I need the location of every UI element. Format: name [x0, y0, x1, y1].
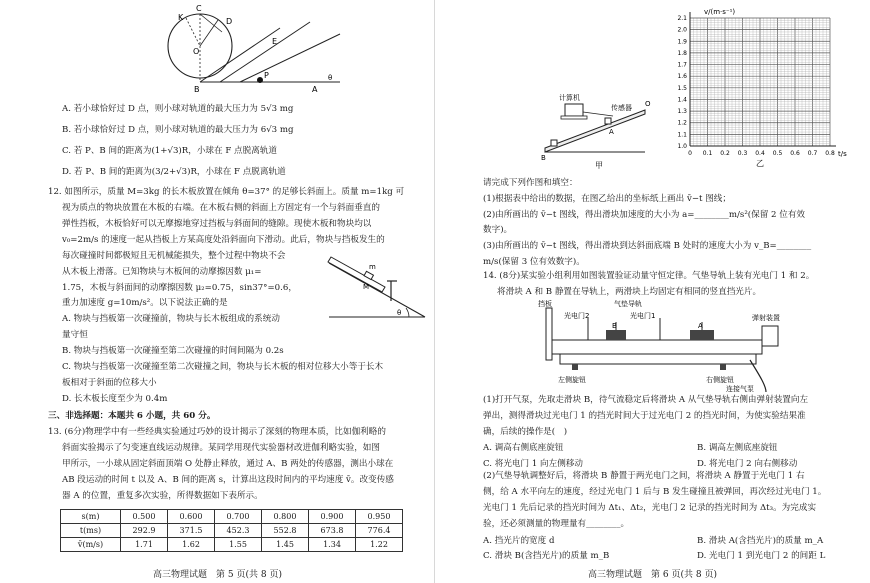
- page-footer-left: 高三物理试题 第 5 页(共 8 页): [153, 570, 282, 580]
- y-tick-label: 1.8: [677, 49, 687, 57]
- table-cell: 1.22: [356, 538, 403, 552]
- launcher: [762, 326, 778, 346]
- label-B-14: B: [612, 322, 617, 330]
- label-E: E: [272, 37, 278, 46]
- q12-line-12: 板相对于斜面的位移大小: [62, 378, 157, 388]
- table-cell: 0.700: [215, 510, 262, 524]
- left-baffle: [546, 308, 552, 360]
- computer-icon: [565, 104, 583, 116]
- q14-line-0: 14. (8分)某实验小组利用如图装置验证动量守恒定律。气垫导轨上装有光电门 1 和 2。: [483, 271, 815, 281]
- y-tick-label: 1.3: [677, 108, 687, 116]
- q13-line-2: 甲所示，一小球从固定斜面顶端 O 处静止释放，通过 A、B 两处的传感器，测出小球在: [62, 459, 394, 469]
- slider-a: [690, 330, 714, 340]
- y-tick-label: 1.5: [677, 84, 687, 92]
- sensor-a: [605, 118, 611, 124]
- label-K: K: [178, 13, 184, 22]
- y-tick-label: 2.0: [677, 26, 687, 34]
- air-track: [552, 340, 762, 354]
- q12-line-13: D. 长木板长度至少为 0.4m: [62, 394, 168, 404]
- label-left-knob: 左侧旋钮: [558, 376, 586, 384]
- y-tick-label: 1.0: [677, 143, 687, 150]
- q14-p2-option-a: A. 挡光片的宽度 d: [483, 536, 555, 546]
- label-pump: 连接气泵: [726, 385, 754, 392]
- q12-line-1: 视为质点的物块放置在木板的右端。在木板右侧的斜面上方固定有一个与斜面垂直的: [62, 203, 380, 213]
- q14-p1-line-0: (1)打开气泵，先取走滑块 B，待气流稳定后将滑块 A 从气垫导轨右侧由弹射装置向左: [483, 395, 809, 405]
- q13-cont-line-2: (2)由所画出的 v̄−t 图线，得出滑块加速度的大小为 a=________m/s²(保留 2 位有效: [483, 210, 806, 220]
- q12-line-3: v₀=2m/s 的速度一起从挡板上方某高度处沿斜面向下滑动。此后，物块与挡板发生的: [62, 235, 385, 245]
- q13-cont-line-5: m/s(保留 3 位有效数字)。: [483, 257, 585, 267]
- table-header: s(m): [61, 510, 121, 524]
- caption-jia: 甲: [595, 161, 603, 170]
- label-gate1: 光电门1: [630, 312, 656, 320]
- chart-x-axis-label: t/s: [838, 150, 847, 158]
- table-cell: 0.500: [121, 510, 168, 524]
- table-cell: 292.9: [121, 524, 168, 538]
- sensor-b: [551, 140, 557, 146]
- label-P: P: [264, 71, 269, 80]
- q12-line-10: B. 物块与挡板第一次碰撞至第二次碰撞的时间间隔为 0.2s: [62, 346, 284, 356]
- right-knob-icon: [720, 364, 726, 370]
- label-computer: 计算机: [559, 94, 580, 102]
- q13-line-1: 斜面实验揭示了匀变速直线运动规律。某同学用现代实验器材改进伽利略实验，如图: [62, 443, 380, 453]
- table-cell: 776.4: [356, 524, 403, 538]
- q11-option-c: C. 若 P、B 间的距离为(1+√3)R，小球在 F 点脱离轨道: [62, 146, 278, 156]
- y-tick-label: 1.9: [677, 38, 687, 46]
- chart-caption: 乙: [756, 159, 764, 168]
- page-6: [435, 0, 870, 583]
- ball-p: [257, 77, 263, 83]
- label-theta-12: θ: [397, 309, 402, 317]
- q11-option-a: A. 若小球恰好过 D 点，则小球对轨道的最大压力为 5√3 mg: [62, 104, 294, 114]
- y-tick-label: 1.4: [677, 96, 687, 104]
- label-B-jia: B: [541, 154, 546, 162]
- q11-option-b: B. 若小球恰好过 D 点，则小球对轨道的最大压力为 6√3 mg: [62, 125, 294, 135]
- q12-line-4: 每次碰撞时间都极短且无机械能损失，整个过程中物块不会: [62, 251, 286, 261]
- y-tick-label: 2.1: [677, 15, 687, 22]
- q12-line-11: C. 物块与挡板第一次碰撞至第二次碰撞之间，物块与长木板的相对位移大小等于长木: [62, 362, 384, 372]
- q13-data-table: [60, 509, 403, 552]
- q12-figure: [325, 255, 430, 327]
- table-cell: 673.8: [309, 524, 356, 538]
- table-cell: 371.5: [168, 524, 215, 538]
- q14-p2-line-1: 侧，给 A 水平向左的速度，经过光电门 1 后与 B 发生碰撞且被弹回，再次经过光电门 1。: [483, 487, 827, 497]
- section-3-title: 三、非选择题：本题共 6 小题，共 60 分。: [48, 411, 216, 421]
- label-C: C: [196, 4, 202, 13]
- x-tick-label: 0.5: [772, 150, 783, 157]
- q14-p2-line-0: (2)气垫导轨调整好后，将滑块 B 静置于两光电门之间，将滑块 A 静置于光电门 1 右: [483, 471, 805, 481]
- label-A-jia: A: [609, 128, 614, 136]
- q14-p1-option-d: D. 将光电门 2 向右侧移动: [697, 459, 798, 469]
- table-cell: 1.45: [262, 538, 309, 552]
- table-cell: 1.71: [121, 538, 168, 552]
- q14-p2-line-3: 验，还必须测量的物理量有________。: [483, 519, 630, 529]
- label-gate2: 光电门2: [564, 312, 590, 320]
- q14-p2-option-c: C. 滑块 B(含挡光片)的质量 m_B: [483, 551, 610, 561]
- x-tick-label: 0.3: [737, 150, 748, 157]
- fig-yi-coordinate-grid: [660, 6, 850, 168]
- q14-p2-option-d: D. 光电门 1 到光电门 2 的间距 L: [697, 551, 826, 561]
- label-baffle: 挡板: [538, 300, 552, 308]
- table-cell: 0.950: [356, 510, 403, 524]
- table-cell: 552.8: [262, 524, 309, 538]
- label-M: M: [363, 283, 370, 291]
- x-tick-label: 0.1: [702, 150, 713, 157]
- q12-line-0: 12. 如图所示，质量 M=3kg 的长木板放置在倾角 θ=37° 的足够长斜面上。质量 m=1kg 可: [48, 187, 405, 197]
- chart-y-axis-label: v/(m·s⁻¹): [704, 8, 736, 16]
- y-tick-label: 1.1: [677, 131, 687, 139]
- x-tick-label: 0.8: [825, 150, 835, 157]
- q13-line-4: 器 A 的位置，重复多次实验，所得数据如下表所示。: [62, 491, 263, 501]
- table-cell: 452.3: [215, 524, 262, 538]
- label-right-knob: 右侧旋钮: [706, 376, 734, 384]
- x-tick-label: 0.6: [790, 150, 800, 157]
- long-board: [328, 257, 385, 292]
- table-cell: 0.900: [309, 510, 356, 524]
- y-tick-label: 1.7: [677, 61, 687, 69]
- x-tick-label: 0.7: [807, 150, 818, 157]
- q14-p2-option-b: B. 滑块 A(含挡光片)的质量 m_A: [697, 536, 824, 546]
- table-row: [61, 524, 403, 538]
- fig-jia-incline-setup: [535, 90, 655, 170]
- q14-p1-option-c: C. 将光电门 1 向左侧移动: [483, 459, 584, 469]
- q14-air-track-figure: [530, 296, 790, 392]
- label-O: O: [193, 47, 200, 56]
- q11-figure: [160, 2, 360, 94]
- table-header: v̄(m/s): [61, 538, 121, 552]
- q12-line-8: A. 物块与挡板第一次碰撞前，物块与长木板组成的系统动: [62, 314, 280, 324]
- left-knob-icon: [572, 364, 578, 370]
- y-tick-label: 1.6: [677, 73, 687, 81]
- x-tick-label: 0.2: [720, 150, 730, 157]
- q13-cont-line-1: (1)根据表中给出的数据，在图乙给出的坐标纸上画出 v̄−t 图线；: [483, 194, 731, 204]
- label-B: B: [194, 85, 200, 94]
- q11-option-d: D. 若 P、B 间的距离为(3/2+√3)R，小球在 F 点脱离轨道: [62, 167, 286, 177]
- q12-line-5: 从木板上滑落。已知物块与木板间的动摩擦因数 μ₁=: [62, 267, 262, 277]
- q12-line-7: 重力加速度 g=10m/s²。以下说法正确的是: [62, 298, 228, 308]
- label-A: A: [312, 85, 318, 94]
- q14-p1-line-1: 弹出，测得滑块过光电门 1 的挡光时间大于过光电门 2 的挡光时间，为使实验结果准: [483, 411, 806, 421]
- y-tick-label: 1.2: [677, 119, 687, 127]
- table-cell: 1.62: [168, 538, 215, 552]
- q14-p2-line-2: 光电门 1 先后记录的挡光时间为 Δt₁、Δt₂，光电门 2 记录的挡光时间为 Δt₃。为完成实: [483, 503, 817, 513]
- label-theta: θ: [328, 74, 333, 82]
- table-cell: 1.55: [215, 538, 262, 552]
- table-cell: 1.34: [309, 538, 356, 552]
- q13-cont-line-3: 数字)。: [483, 225, 513, 235]
- label-A-14: A: [698, 322, 703, 330]
- label-m: m: [369, 263, 376, 271]
- table-header: t(ms): [61, 524, 121, 538]
- q12-line-2: 弹性挡板，木板恰好可以无摩擦地穿过挡板与斜面间的缝隙。现使木板和物块均以: [62, 219, 372, 229]
- incline: [545, 110, 645, 152]
- table-row: [61, 538, 403, 552]
- label-sensor: 传感器: [611, 104, 632, 112]
- x-tick-label: 0: [688, 150, 692, 157]
- q13-line-3: AB 段运动的时间 t 以及 A、B 间的距离 s，计算出这段时间内的平均速度 v̄。改变传感: [62, 475, 394, 485]
- table-row: [61, 510, 403, 524]
- q14-p1-option-a: A. 调高右侧底座旋钮: [483, 443, 564, 453]
- label-elastic: 弹射装置: [752, 314, 780, 322]
- label-D: D: [226, 17, 233, 26]
- label-O-jia: O: [645, 100, 651, 108]
- q14-line-1: 将滑块 A 和 B 静置在导轨上，两滑块上均固定有相同的竖直挡光片。: [497, 287, 762, 297]
- x-tick-label: 0.4: [755, 150, 765, 157]
- q12-line-6: 1.75，木板与斜面间的动摩擦因数 μ₂=0.75，sin37°=0.6，: [62, 283, 297, 293]
- q13-cont-line-4: (3)由所画出的 v̄−t 图线，得出滑块到达斜面底端 B 处时的速度大小为 v_B=________: [483, 241, 812, 251]
- q12-line-9: 量守恒: [62, 330, 88, 340]
- slider-b: [606, 330, 626, 340]
- q13-cont-line-0: 请完成下列作图和填空：: [483, 178, 578, 188]
- page-footer-right: 高三物理试题 第 6 页(共 8 页): [588, 570, 717, 580]
- q14-p1-option-b: B. 调高左侧底座旋钮: [697, 443, 778, 453]
- q14-p1-line-2: 确，后续的操作是( ): [483, 427, 568, 437]
- q13-line-0: 13. (6分)物理学中有一些经典实验通过巧妙的设计揭示了深刻的物理本质，比如伽利略的: [48, 427, 386, 437]
- label-rail: 气垫导轨: [614, 300, 642, 308]
- table-cell: 0.600: [168, 510, 215, 524]
- table-cell: 0.800: [262, 510, 309, 524]
